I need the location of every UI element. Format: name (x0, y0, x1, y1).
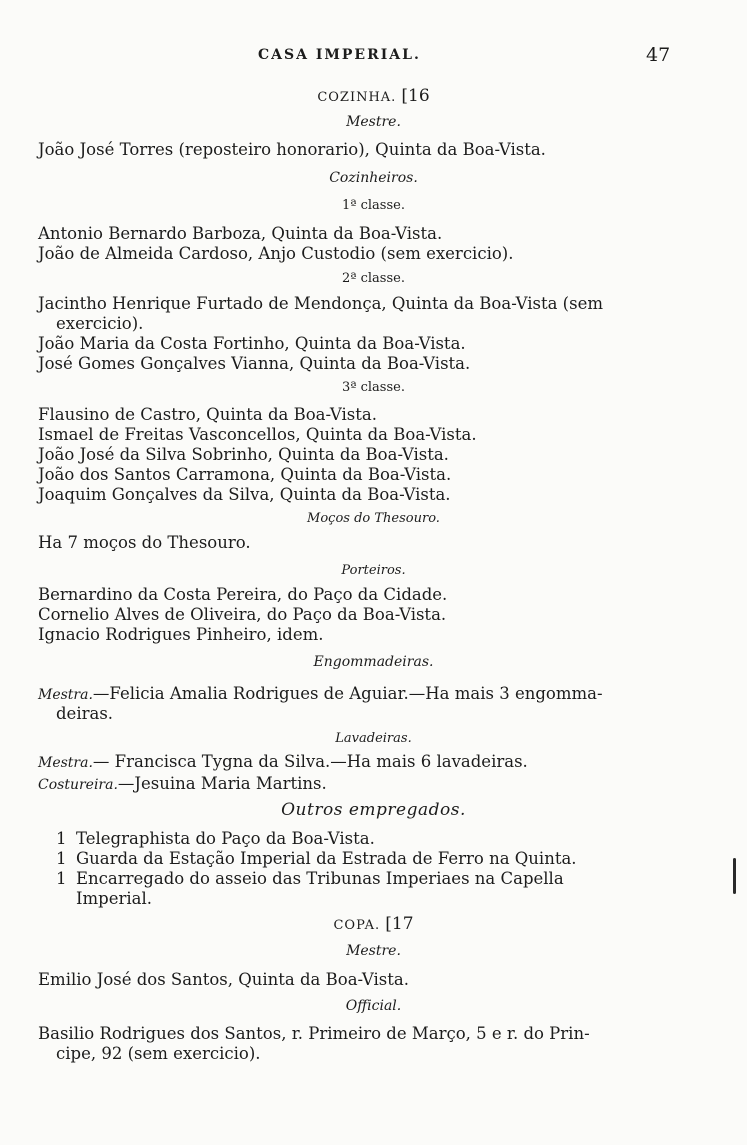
list-item (56, 849, 577, 869)
list-item-text: Encarregado do asseio das Tribunas Imperiaes na Capella (76, 869, 564, 888)
entry-official-continued: cipe, 92 (sem exercicio). (56, 1044, 261, 1063)
subheading-official: Official. (345, 998, 402, 1014)
label-mestra: Mestra. (38, 687, 93, 703)
list-item-number: 1 (56, 829, 67, 848)
list-item-number: 1 (56, 849, 67, 868)
entry-engommadeiras (38, 684, 603, 705)
list-item-text: Guarda da Estação Imperial da Estrada de Ferro na Quinta. (76, 849, 577, 868)
subheading-mestre: Mestre. (346, 114, 401, 130)
list-item-text: Telegraphista do Paço da Boa-Vista. (76, 829, 375, 848)
subheading-porteiros: Porteiros. (341, 563, 406, 578)
label-mestra-lavadeiras: Mestra. (38, 755, 93, 771)
entry-lavadeiras (38, 752, 528, 773)
subheading-mocos-thesouro: Moços do Thesouro. (307, 511, 440, 526)
entry-classe3-5: Joaquim Gonçalves da Silva, Quinta da Boa-Vista. (38, 485, 451, 504)
entry-mestre-cozinha: João José Torres (reposteiro honorario), Quinta da Boa-Vista. (38, 140, 546, 159)
entry-mestre-copa: Emilio José dos Santos, Quinta da Boa-Vista. (38, 970, 409, 989)
subheading-classe-1: 1ª classe. (342, 198, 405, 213)
entry-classe2-2: João Maria da Costa Fortinho, Quinta da Boa-Vista. (38, 334, 466, 353)
entry-classe3-4: João dos Santos Carramona, Quinta da Boa-Vista. (38, 465, 452, 484)
entry-official: Basilio Rodrigues dos Santos, r. Primeiro de Março, 5 e r. do Prin- (38, 1024, 590, 1043)
list-item-number: 1 (56, 869, 67, 888)
subheading-outros-empregados: Outros empregados. (281, 800, 466, 820)
entry-classe1-1: Antonio Bernardo Barboza, Quinta da Boa-Vista. (38, 224, 443, 243)
subheading-lavadeiras: Lavadeiras. (335, 731, 412, 746)
subheading-cozinheiros: Cozinheiros. (329, 170, 418, 186)
label-costureira: Costureira. (38, 777, 118, 793)
entry-classe3-3: João José da Silva Sobrinho, Quinta da Boa-Vista. (38, 445, 449, 464)
section-ref-copa: [17 (385, 914, 414, 934)
entry-costureira-text: —Jesuina Maria Martins. (117, 774, 327, 793)
entry-classe1-2: João de Almeida Cardoso, Anjo Custodio (sem exercicio). (38, 244, 514, 263)
entry-engommadeiras-continued: deiras. (56, 704, 114, 723)
entry-porteiro-1: Bernardino da Costa Pereira, do Paço da Cidade. (38, 585, 448, 604)
subheading-engommadeiras: Engommadeiras. (313, 654, 434, 670)
subheading-mestre-copa: Mestre. (346, 943, 401, 959)
section-ref-cozinha: [16 (401, 86, 430, 106)
scan-edge-mark (733, 858, 736, 894)
section-title-cozinha: COZINHA. (317, 90, 397, 105)
list-item (56, 829, 375, 849)
entry-classe2-1-continued: exercicio). (56, 314, 144, 333)
entry-lavadeiras-text: — Francisca Tygna da Silva.—Ha mais 6 lavadeiras. (92, 752, 528, 771)
entry-classe3-2: Ismael de Freitas Vasconcellos, Quinta da Boa-Vista. (38, 425, 477, 444)
section-heading-cozinha (0, 86, 747, 106)
subheading-classe-2: 2ª classe. (342, 271, 405, 286)
section-heading-copa (0, 914, 747, 934)
section-title-copa: COPA. (333, 918, 381, 933)
list-item (56, 869, 564, 889)
entry-porteiro-2: Cornelio Alves de Oliveira, do Paço da Boa-Vista. (38, 605, 447, 624)
subheading-classe-3: 3ª classe. (342, 380, 405, 395)
entry-classe2-1: Jacintho Henrique Furtado de Mendonça, Quinta da Boa-Vista (sem (38, 294, 603, 313)
entry-classe3-1: Flausino de Castro, Quinta da Boa-Vista. (38, 405, 377, 424)
entry-engommadeiras-text: —Felicia Amalia Rodrigues de Aguiar.—Ha mais 3 engomma- (92, 684, 603, 703)
entry-porteiro-3: Ignacio Rodrigues Pinheiro, idem. (38, 625, 324, 644)
list-item-continued: Imperial. (76, 889, 153, 908)
page-number: 47 (646, 44, 671, 66)
entry-mocos-thesouro: Ha 7 moços do Thesouro. (38, 533, 251, 552)
entry-classe2-3: José Gomes Gonçalves Vianna, Quinta da Boa-Vista. (38, 354, 471, 373)
running-header-title: CASA IMPERIAL. (258, 47, 421, 63)
entry-costureira (38, 774, 327, 795)
